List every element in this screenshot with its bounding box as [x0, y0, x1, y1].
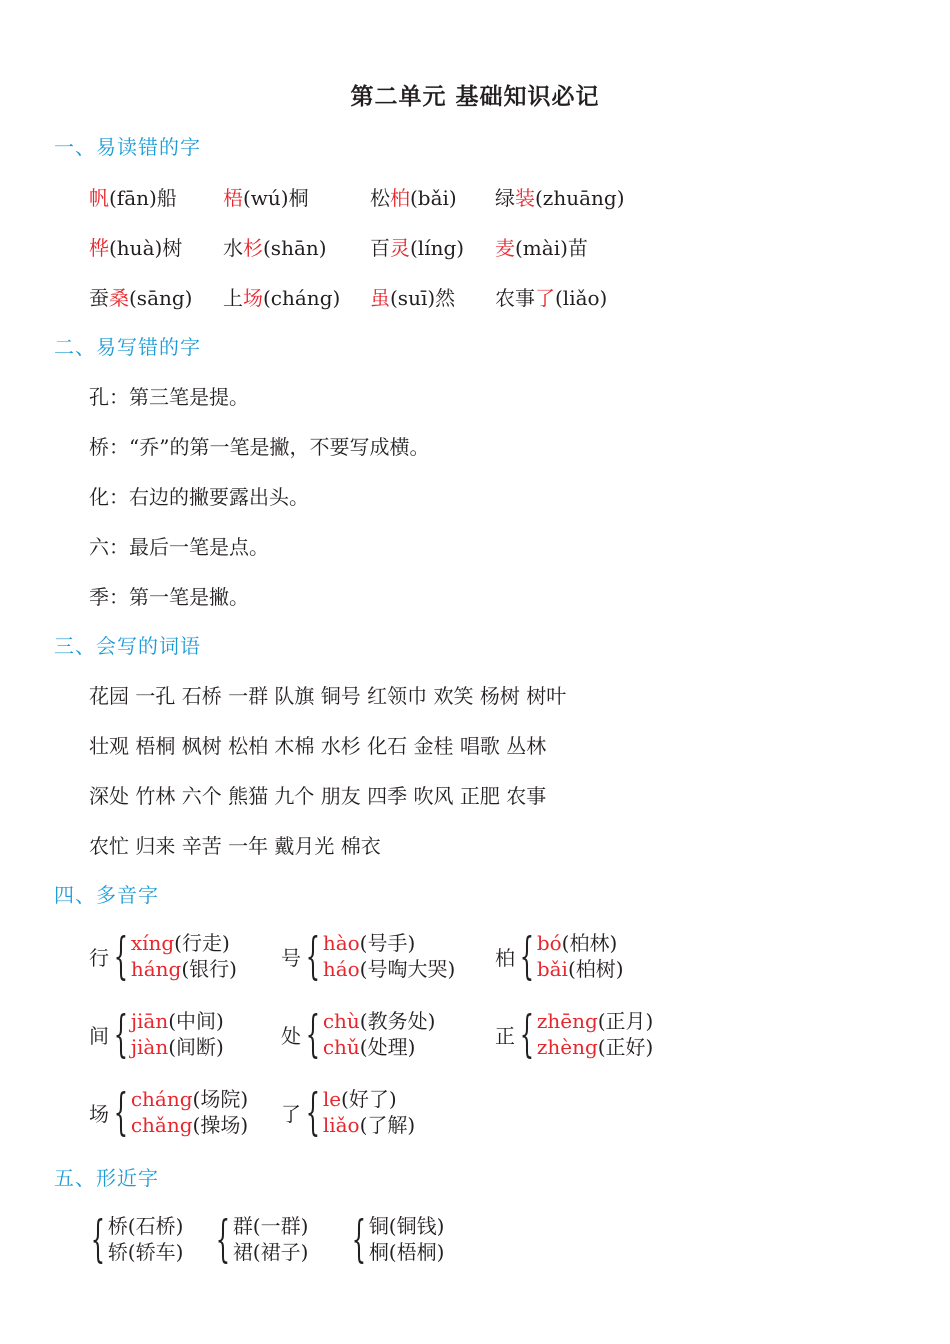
reading-item: 松柏(bǎi)	[370, 186, 457, 210]
polyphone-group: 正 { zhēng(正月) zhèng(正好)	[495, 1005, 654, 1063]
word-row: 深处 竹林 六个 熊猫 九个 朋友 四季 吹风 正肥 农事	[89, 784, 547, 808]
section-heading-readings: 一、易读错的字	[54, 135, 201, 159]
section-heading-words: 三、会写的词语	[54, 634, 201, 658]
polyphone-group: 号 { hào(号手) háo(号啕大哭)	[281, 927, 456, 985]
reading-item: 农事了(liǎo)	[495, 286, 608, 310]
writing-note: 桥：“乔”的第一笔是撇，不要写成横。	[89, 435, 430, 459]
writing-note: 化：右边的撇要露出头。	[89, 485, 309, 509]
reading-item: 桦(huà)树	[89, 236, 183, 260]
writing-note: 孔：第三笔是提。	[89, 385, 249, 409]
similar-char-group: { 铜(铜钱) 桐(梧桐)	[351, 1210, 445, 1268]
section-heading-writing: 二、易写错的字	[54, 335, 201, 359]
reading-item: 百灵(líng)	[370, 236, 465, 260]
word-row: 花园 一孔 石桥 一群 队旗 铜号 红领巾 欢笑 杨树 树叶	[89, 684, 567, 708]
reading-item: 麦(mài)苗	[495, 236, 588, 260]
polyphone-group: 了 { le(好了) liǎo(了解)	[281, 1083, 416, 1141]
reading-item: 梧(wú)桐	[223, 186, 309, 210]
word-row: 壮观 梧桐 枫树 松柏 木棉 水杉 化石 金桂 唱歌 丛林	[89, 734, 547, 758]
section-heading-similar: 五、形近字	[54, 1166, 159, 1190]
reading-item: 虽(suī)然	[370, 286, 456, 310]
similar-char-group: { 桥(石桥) 轿(轿车)	[90, 1210, 184, 1268]
section-heading-polyphones: 四、多音字	[54, 883, 159, 907]
polyphone-group: 场 { cháng(场院) chǎng(操场)	[89, 1083, 249, 1141]
polyphone-group: 处 { chù(教务处) chǔ(处理)	[281, 1005, 436, 1063]
similar-char-group: { 群(一群) 裙(裙子)	[215, 1210, 309, 1268]
reading-item: 上场(cháng)	[223, 286, 341, 310]
reading-item: 绿装(zhuāng)	[495, 186, 625, 210]
page-title: 第二单元 基础知识必记	[350, 84, 600, 110]
polyphone-group: 间 { jiān(中间) jiàn(间断)	[89, 1005, 224, 1063]
reading-item: 蚕桑(sāng)	[89, 286, 193, 310]
polyphone-group: 柏 { bó(柏林) bǎi(柏树)	[495, 927, 624, 985]
writing-note: 季：第一笔是撇。	[89, 585, 249, 609]
writing-note: 六：最后一笔是点。	[89, 535, 269, 559]
reading-item: 水杉(shān)	[223, 236, 327, 260]
reading-item: 帆(fān)船	[89, 186, 177, 210]
word-row: 农忙 归来 辛苦 一年 戴月光 棉衣	[89, 834, 381, 858]
polyphone-group: 行 { xíng(行走) háng(银行)	[89, 927, 237, 985]
